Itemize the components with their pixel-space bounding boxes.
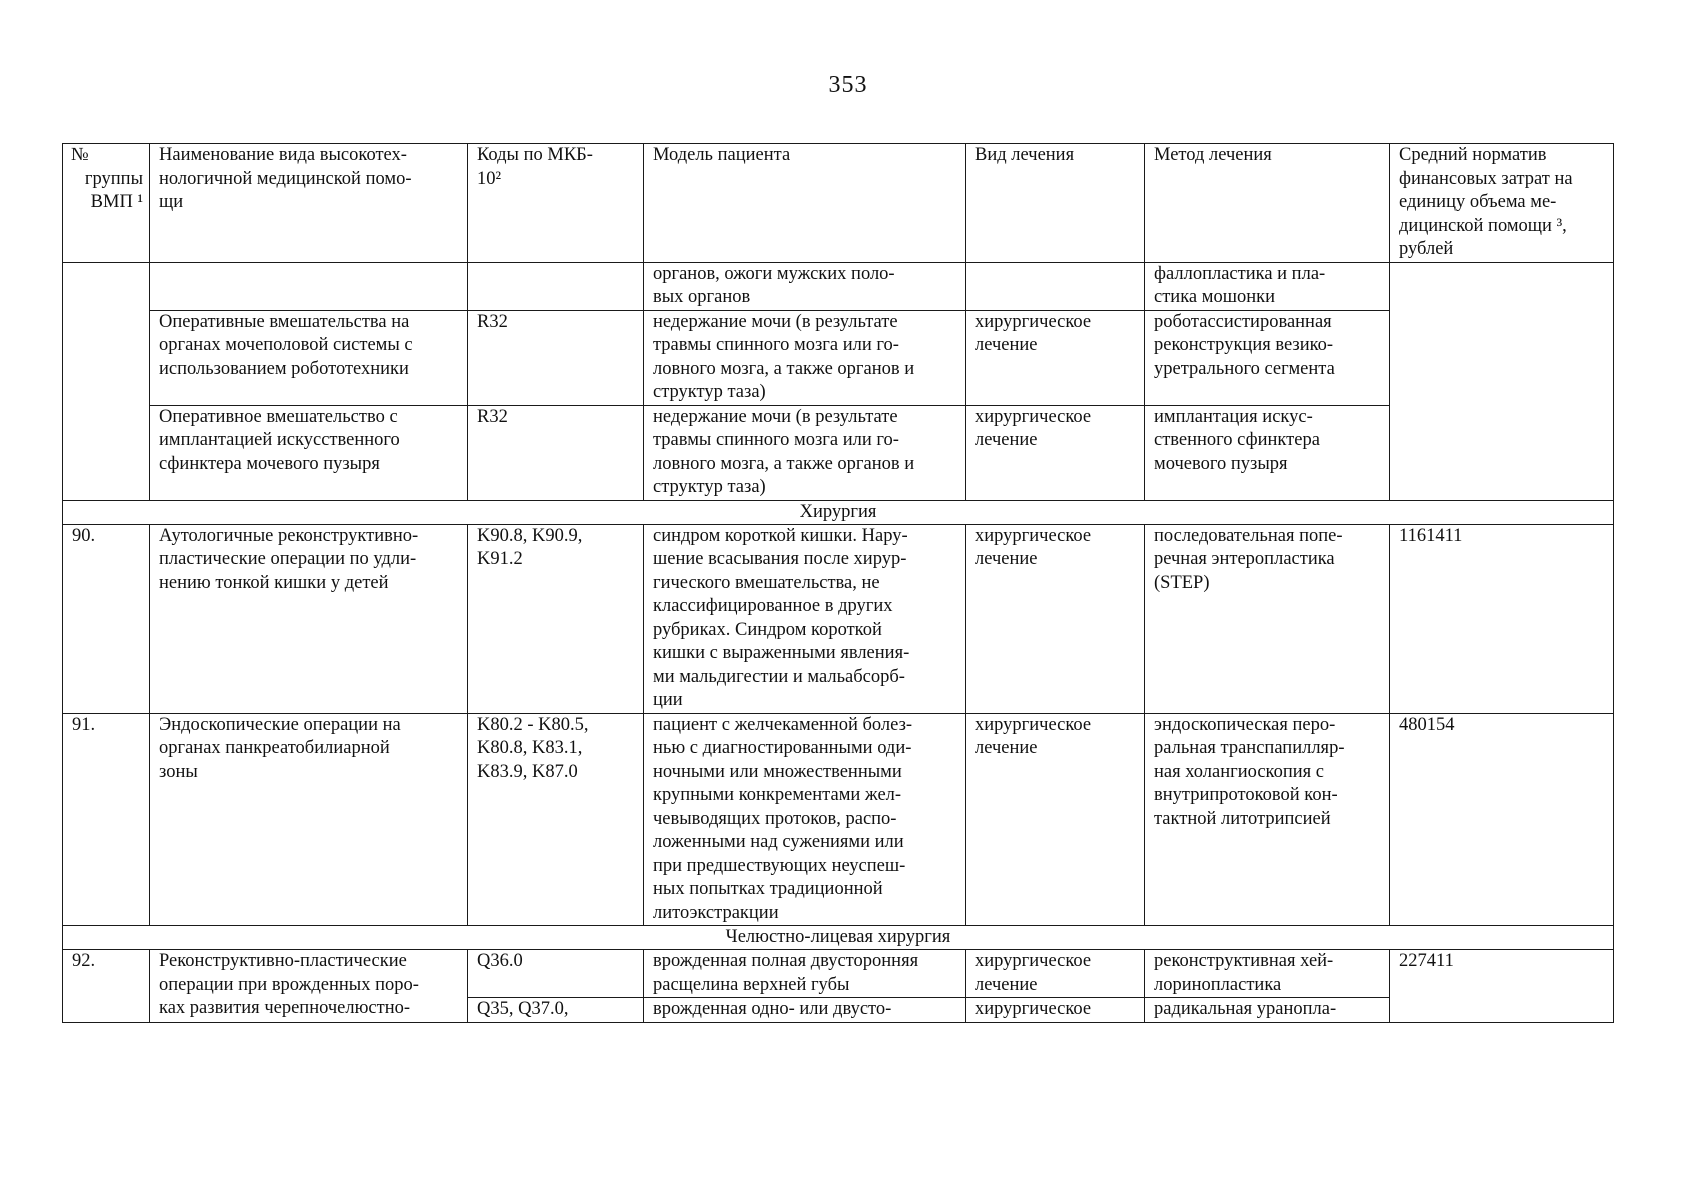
header-line: группы [84, 168, 143, 189]
table-row [63, 713, 1614, 926]
vmp-table [62, 143, 1614, 1023]
cell-name [150, 950, 468, 1023]
cell-line: ми мальдигестии и мальабсорб- [653, 666, 905, 687]
cell-line: внутрипротоковой кон- [1154, 785, 1338, 805]
cell-line: стика мошонки [1154, 287, 1275, 307]
cell-line: кишки с выраженными явления- [653, 643, 910, 663]
cell-line: Q35, Q37.0, [477, 999, 569, 1019]
cell-cost: 227411 [1390, 950, 1614, 1023]
cell-model [644, 310, 966, 405]
cell-line: лоринопластика [1154, 974, 1282, 995]
cell-model [644, 998, 966, 1023]
header-line: Средний норматив [1399, 145, 1547, 165]
cell-num: 90. [63, 524, 150, 713]
header-line: Коды по МКБ- [477, 145, 593, 165]
header-model [644, 144, 966, 263]
cell-codes [468, 524, 644, 713]
cell-line: имплантация искус- [1154, 406, 1313, 427]
header-line: Метод лечения [1154, 145, 1272, 165]
cell-line: зоны [159, 761, 198, 782]
cell-line: ральная транспапилляр- [1154, 738, 1345, 758]
cell-line: лечение [975, 549, 1038, 569]
header-line: № [71, 145, 89, 165]
cell-line: органов, ожоги мужских поло- [653, 263, 895, 284]
header-line: Наименование вида высокотех- [159, 145, 407, 165]
cell-line: эндоскопическая перо- [1154, 714, 1336, 735]
cell-name-empty [150, 262, 468, 310]
cell-line: K80.2 - K80.5, [477, 714, 589, 735]
cell-line: (STEP) [1154, 572, 1210, 593]
cell-type [966, 998, 1145, 1023]
cell-line: мочевого пузыря [1154, 453, 1288, 474]
cell-cost-empty [1390, 262, 1614, 500]
cell-line: хирургическое [975, 525, 1092, 546]
cell-line: структур таза) [653, 382, 766, 402]
cell-name [150, 713, 468, 926]
cell-line: лечение [975, 335, 1038, 355]
cell-method [1145, 998, 1390, 1023]
cell-line: лечение [975, 738, 1038, 758]
cell-line: Аутологичные реконструктивно- [159, 525, 419, 546]
table-row [63, 310, 1614, 405]
cell-name [150, 310, 468, 405]
cell-line: рубриках. Синдром короткой [653, 619, 882, 640]
cell-line: R32 [477, 311, 508, 332]
cell-line: структур таза) [653, 477, 766, 497]
cell-num: 91. [63, 713, 150, 926]
cell-line: сфинктера мочевого пузыря [159, 453, 380, 474]
table-row [63, 405, 1614, 500]
header-cost [1390, 144, 1614, 263]
section-row [63, 500, 1614, 524]
header-line: ВМП ¹ [90, 192, 143, 212]
cell-codes [468, 405, 644, 500]
cell-line: ная холангиоскопия с [1154, 761, 1324, 782]
header-row [63, 144, 1614, 263]
cell-model [644, 713, 966, 926]
cell-line: роботассистированная [1154, 311, 1332, 332]
cell-method [1145, 713, 1390, 926]
cell-line: тактной литотрипсией [1154, 808, 1331, 829]
cell-method [1145, 950, 1390, 998]
table-row [63, 262, 1614, 310]
header-line: единицу объема ме- [1399, 192, 1557, 212]
cell-line: Оперативное вмешательство с [159, 406, 398, 427]
cell-codes [468, 998, 644, 1023]
section-title-surgery: Хирургия [63, 500, 1614, 524]
cell-line: Реконструктивно-пластические [159, 951, 407, 971]
cell-line: реконструктивная хей- [1154, 951, 1334, 971]
cell-line: R32 [477, 406, 508, 427]
section-title-maxillofacial: Челюстно-лицевая хирургия [63, 926, 1614, 950]
cell-line: Эндоскопические операции на [159, 714, 401, 735]
section-row [63, 926, 1614, 950]
cell-codes-empty [468, 262, 644, 310]
cell-line: крупными конкрементами жел- [653, 785, 902, 805]
cell-line: травмы спинного мозга или го- [653, 430, 899, 450]
cell-line: врожденная одно- или двусто- [653, 999, 892, 1019]
cell-line: ложенными над сужениями или [653, 832, 904, 852]
cell-line: K83.9, K87.0 [477, 761, 578, 782]
cell-type [966, 713, 1145, 926]
cell-line: ловного мозга, а также органов и [653, 453, 915, 474]
cell-line: гического вмешательства, не [653, 572, 880, 593]
cell-type-empty [966, 262, 1145, 310]
cell-codes [468, 310, 644, 405]
cell-line: радикальная уранопла- [1154, 999, 1337, 1019]
cell-line: хирургическое [975, 406, 1092, 427]
header-line: рублей [1399, 239, 1454, 259]
cell-name [150, 524, 468, 713]
header-group-number [63, 144, 150, 263]
cell-model [644, 262, 966, 310]
cell-line: хирургическое [975, 714, 1092, 735]
cell-line: лечение [975, 430, 1038, 450]
header-line: дицинской помощи ³, [1399, 215, 1567, 236]
cell-line: при предшествующих неуспеш- [653, 855, 906, 876]
cell-method [1145, 262, 1390, 310]
cell-line: синдром короткой кишки. Нару- [653, 525, 908, 546]
cell-line: органах панкреатобилиарной [159, 738, 390, 758]
table-row [63, 524, 1614, 713]
cell-line: травмы спинного мозга или го- [653, 335, 899, 355]
cell-codes [468, 950, 644, 998]
cell-line: нению тонкой кишки у детей [159, 572, 389, 593]
cell-line: K80.8, K83.1, [477, 738, 583, 758]
cell-line: уретрального сегмента [1154, 358, 1335, 379]
cell-line: речная энтеропластика [1154, 549, 1335, 569]
cell-num-empty [63, 262, 150, 500]
cell-line: лечение [975, 974, 1038, 995]
cell-line: литоэкстракции [653, 902, 779, 923]
cell-line: нью с диагностированными оди- [653, 738, 912, 758]
cell-type [966, 310, 1145, 405]
cell-line: ночными или множественными [653, 761, 902, 782]
cell-line: реконструкция везико- [1154, 335, 1334, 355]
table-row [63, 950, 1614, 998]
cell-line: ных попытках традиционной [653, 879, 883, 899]
cell-method [1145, 310, 1390, 405]
cell-line: пациент с желчекаменной болез- [653, 714, 913, 735]
cell-line: фаллопластика и пла- [1154, 263, 1326, 284]
cell-type [966, 405, 1145, 500]
cell-line: Q36.0 [477, 951, 523, 971]
cell-type [966, 950, 1145, 998]
cell-line: использованием робототехники [159, 358, 409, 379]
header-line: щи [159, 192, 184, 212]
header-method [1145, 144, 1390, 263]
cell-line: хирургическое [975, 951, 1092, 971]
cell-num: 92. [63, 950, 150, 1023]
cell-name [150, 405, 468, 500]
cell-line: K91.2 [477, 549, 523, 569]
cell-method [1145, 405, 1390, 500]
cell-line: имплантацией искусственного [159, 430, 400, 450]
header-line: Модель пациента [653, 145, 791, 165]
cell-line: операции при врожденных поро- [159, 974, 419, 995]
cell-line: недержание мочи (в результате [653, 406, 898, 427]
cell-model [644, 524, 966, 713]
cell-line: недержание мочи (в результате [653, 311, 898, 332]
cell-type [966, 524, 1145, 713]
cell-model [644, 405, 966, 500]
cell-line: классифицированное в других [653, 596, 893, 616]
cell-line: хирургическое [975, 311, 1092, 332]
cell-line: хирургическое [975, 999, 1092, 1019]
cell-line: ственного сфинктера [1154, 430, 1320, 450]
cell-cost: 1161411 [1390, 524, 1614, 713]
cell-line: Оперативные вмешательства на [159, 311, 410, 332]
cell-method [1145, 524, 1390, 713]
cell-line: чевыводящих протоков, распо- [653, 808, 897, 829]
cell-line: пластические операции по удли- [159, 549, 417, 569]
cell-line: последовательная попе- [1154, 525, 1343, 546]
header-codes [468, 144, 644, 263]
cell-line: ции [653, 690, 683, 710]
cell-codes [468, 713, 644, 926]
cell-line: вых органов [653, 287, 751, 307]
header-line: нологичной медицинской помо- [159, 168, 412, 189]
header-line: 10² [477, 168, 502, 189]
page-number: 353 [828, 72, 868, 98]
cell-line: K90.8, K90.9, [477, 525, 583, 546]
cell-line: врожденная полная двусторонняя [653, 951, 919, 971]
cell-line: органах мочеполовой системы с [159, 335, 413, 355]
cell-line: ках развития черепночелюстно- [159, 998, 411, 1018]
header-line: финансовых затрат на [1399, 168, 1573, 189]
cell-cost: 480154 [1390, 713, 1614, 926]
header-treatment-type [966, 144, 1145, 263]
cell-line: расщелина верхней губы [653, 974, 850, 995]
cell-model [644, 950, 966, 998]
cell-line: шение всасывания после хирур- [653, 549, 907, 569]
header-line: Вид лечения [975, 145, 1075, 165]
cell-line: ловного мозга, а также органов и [653, 358, 915, 379]
header-name [150, 144, 468, 263]
